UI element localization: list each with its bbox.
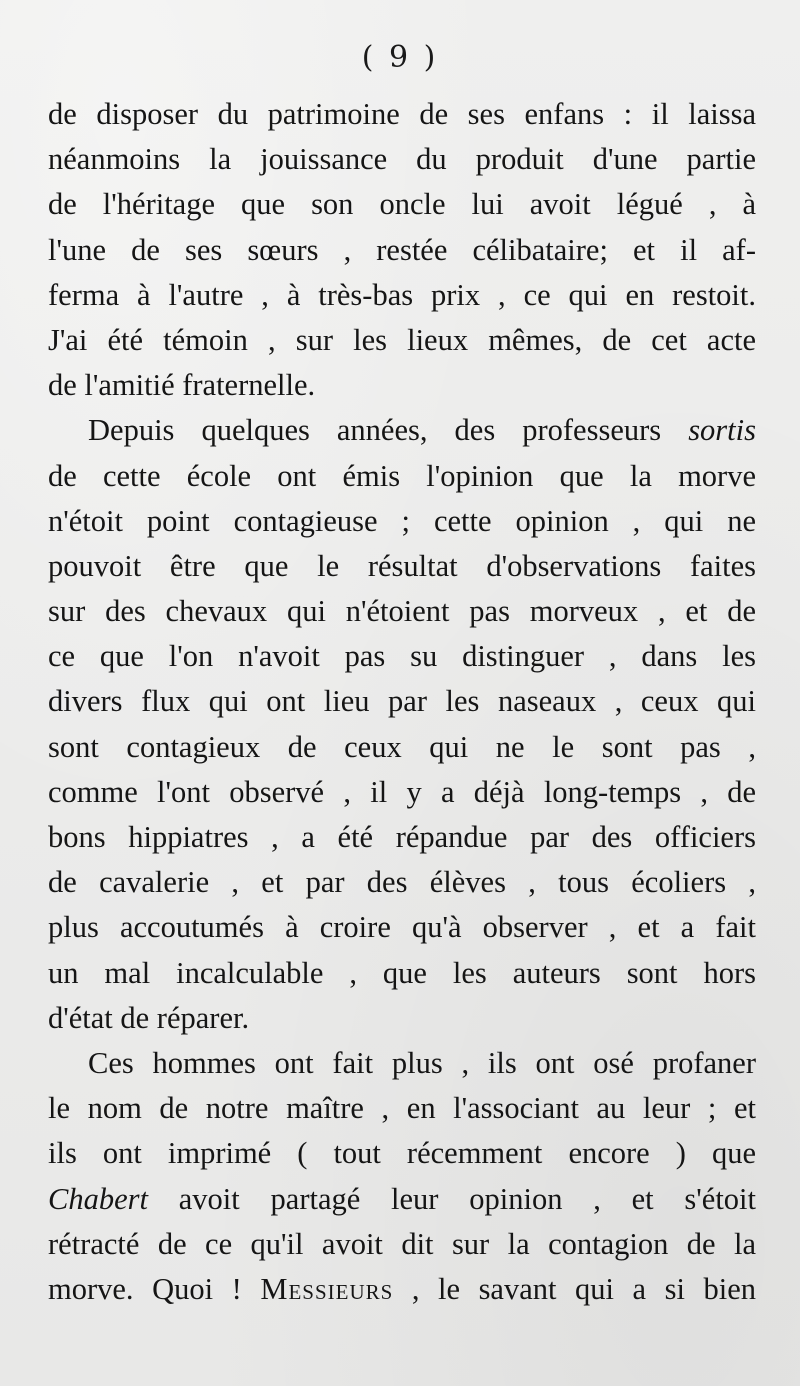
text-line [48,1267,756,1312]
text-line: J'ai été témoin , sur les lieux mêmes, de cet acte [48,322,756,357]
body-text [48,92,756,1312]
paragraph-1 [48,92,756,408]
text-line: néanmoins la jouissance du produit d'une partie [48,142,756,177]
text-run: , le savant qui a si bien [393,1271,757,1306]
text-line: de l'héritage que son oncle lui avoit légué , à [48,187,756,222]
page-number: ( 9 ) [361,40,439,75]
text-line [48,408,756,453]
paragraph-3 [48,1041,756,1312]
text-line: n'étoit point contagieuse ; cette opinion , qui ne [48,503,756,538]
paragraph-2 [48,408,756,1041]
text-run: morve. Quoi ! [48,1271,261,1306]
text-run: Depuis quelques années, des professeurs [88,413,689,448]
text-line: un mal incalculable , que les auteurs sont hors [48,955,756,990]
text-line: ferma à l'autre , à très-bas prix , ce qui en restoit. [48,277,756,312]
text-line: sont contagieux de ceux qui ne le sont pas , [48,729,756,764]
text-line: rétracté de ce qu'il avoit dit sur la contagion de la [48,1226,756,1261]
text-line: l'une de ses sœurs , restée célibataire; et il af- [48,232,756,267]
text-line: comme l'ont observé , il y a déjà long-temps , de [48,774,756,809]
text-line: ce que l'on n'avoit pas su distinguer , dans les [48,639,756,674]
text-line: pouvoit être que le résultat d'observations faites [48,548,756,583]
text-line: sur des chevaux qui n'étoient pas morveux , et de [48,594,756,629]
text-line: divers flux qui ont lieu par les naseaux , ceux qui [48,684,756,719]
text-run: avoit partagé leur opinion , et s'étoit [147,1181,756,1216]
text-line: de cette école ont émis l'opinion que la morve [48,458,756,493]
text-line: bons hippiatres , a été répandue par des officiers [48,820,756,854]
text-line: d'état de réparer. [48,1000,250,1035]
text-line: plus accoutumés à croire qu'à observer , et a fait [48,910,756,945]
text-line [48,1177,756,1222]
text-line: ils ont imprimé ( tout récemment encore ) que [48,1136,756,1171]
italic-word: sortis [688,413,756,448]
text-line: le nom de notre maître , en l'associant au leur ; et [48,1091,756,1126]
text-line: de cavalerie , et par des élèves , tous écoliers , [48,865,756,900]
italic-word: Chabert [48,1181,148,1216]
text-line: Ces hommes ont fait plus , ils ont osé profaner [88,1045,756,1080]
smallcaps-word: Messieurs [260,1271,394,1306]
text-line: de l'amitié fraternelle. [48,368,316,403]
text-line: de disposer du patrimoine de ses enfans : il laissa [48,97,756,131]
